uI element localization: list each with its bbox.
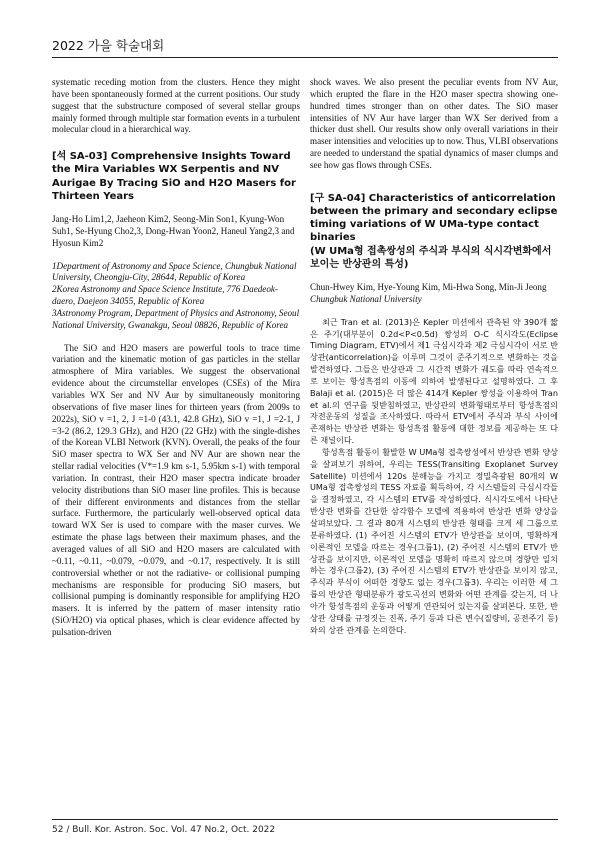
authors-sa03: Jang-Ho Lim1,2, Jaeheon Kim2, Seong-Min Son1, Kyung-Won Suh1, Se-Hyung Cho2,3, Dong-Hwan Yoon2, Haneul Yang2,3 and Hyosun Kim2: [52, 214, 295, 248]
abstract-body-sa03: The SiO and H2O masers are powerful tools to trace time variation and the kinematic motion of gas particles in the stellar atmosphere of Mira variables. We suggest the observational evidence about the circumstellar envelopes (CSEs) of the Mira variables WX Ser and NV Aur by simultaneously monitoring observations of five maser lines for thirteen years (from 2009s to 2022s), SiO v =1, 2, J =1-0 (43.1, 42.8 GHz), SiO v =1, J =2-1, J =3-2 (86.2, 129.3 GHz), and H2O (22 GHz) with the single-dishes of the Korean VLBI Network (KVN). Overall, the peaks of the four SiO maser spectra to WX Ser and NV Aur are shown near the stellar radial velocities (V*=1.9 km s-1, 5.95km s-1) with temporal variation. In contrast, their H2O maser spectra indicate broader velocity distributions than SiO maser line profiles. This is because of their different environments and distances from the stellar surface. Furthermore, the particularly well-observed optical data toward WX Ser is used to compare with the maser curves. We estimate the phase lags between their maximum phases, and the averaged values of all SiO and H2O masers are calculated with ~0.11, ~0.11, ~0.079, ~0.079, and ~0.17, respectively. It is still controversial whether or not the radiative- or collisional pumping mechanisms are responsible for producing SiO masers, but collisional pumping is dominantly responsible for amplifying H2O masers. It is inferred by the pattern of maser intensity ratio (SiO/H2O) via optical phases, which is clear evidence affected by pulsation-driven: [52, 342, 300, 637]
footer-divider: [52, 819, 558, 820]
left-continuation-paragraph: systematic receding motion from the clusters. Hence they might have been spontaneously formed at the current positions. Our study suggest that the substructure composed of several stellar groups mainly formed through multiple star formation events in a turbulent molecular cloud in a hierarchical way.: [52, 77, 300, 135]
abstract-body-sa04-p2: 항성흑점 활동이 활발한 W UMa형 접촉쌍성에서 반상관 변화 양상을 살펴보기 위하여, 우리는 TESS(Transiting Exoplanet Survey Satellite) 미션에서 120s 분해능을 가지고 정밀측광된 80개의 W UMa형 접촉쌍성의 TESS 자료를 획득하여, 각 시스템들의 극심시각들을 결정하였고, 각 시스템의 ETV를 작성하였다. 식시각도에서 나타난 반상관 변화를 간단한 삼각함수 모델에 적용하여 반상관 변화 양상을 살펴보았다. 그 결과 80개 시스템의 반상관 형태를 크게 세 그룹으로 분류하였다. (1) 주어진 시스템의 ETV가 반상관을 보이며, 명확하게 이론적인 모델을 따르는 경우(그룹1), (2) 주어진 시스템의 ETV가 반상관을 보이지만, 이론적인 모델을 명확히 따르지 않으며 경향만 일치하는 경우(그룹2), (3) 주어진 시스템의 ETV가 반상관을 보이지 않고, 주식과 부식이 어떠한 경향도 없는 경우(그룹3). 우리는 이러한 세 그룹의 반상관 형태분류가 광도곡선의 변화와 어떤 관계를 갖는지, 더 나아가 항성흑점의 운동과 어떻게 연관되어 있는지를 살펴본다. 또한, 반상관 상태를 규정짓는 진폭, 주기 등과 다른 변수(질량비, 공전주기 등)와의 상관 관계를 논의한다.: [310, 446, 558, 635]
left-column: [52, 77, 300, 639]
page-footer: 52 / Bull. Kor. Astron. Soc. Vol. 47 No.2, Oct. 2022: [52, 825, 276, 835]
abstract-body-sa04-p1: 최근 Tran et al. (2013)은 Kepler 미션에서 관측된 약 390개 짧은 주기(대부분이 0.2d<P<0.5d) 쌍성의 O-C 식시각도(Eclipse Timing Diagram, ETV)에서 제1 극심시각과 제2 극심시각이 서로 반상관(anticorrelation)을 이루며 그것이 준주기적으로 변화하는 것을 발견하였다. 그들은 반상관과 그 시간적 변화가 궤도를 따라 연속적으로 보이는 항성흑점의 이동에 의하여 발생된다고 설명하였다. 그 후 Balaji et al. (2015)은 더 많은 414개 Kepler 쌍성을 이용하여 Tran et al.의 연구를 뒷받침하였고, 반상관의 변화형태로부터 항성흑점의 자전운동의 성질을 조사하였다. 따라서 ETV에서 주식과 부식 사이에 존재하는 반상관 변화는 항성흑점 활동에 대한 정보를 제공하는 또 다른 재널이다.: [310, 316, 558, 446]
abstract-title-sa03: [석 SA-03] Comprehensive Insights Toward the Mira Variables WX Serpentis and NV Aurigae By Tracing SiO and H2O Masers for Thirteen Years: [52, 151, 296, 202]
affiliation-3: 3Astronomy Program, Department of Physics and Astronomy, Seoul National University, Gwanakgu, Seoul 08826, Republic of Korea: [52, 307, 300, 330]
affiliation-sa04: Chungbuk National University: [310, 293, 422, 304]
right-continuation-paragraph: shock waves. We also present the peculiar events from NV Aur, which erupted the flare in the H2O maser spectra showing one-hundred times stronger than on other dates. The SiO maser intensities of NV Aur have larger than WX Ser derived from a thicker dust shell. Our results show only overall variations in their maser intensities and velocities up to now. Thus, VLBI observations are needed to understand the spatial dynamics of maser clumps and see how gas flows through CSEs.: [310, 77, 558, 170]
page-header: 2022 가을 학술대회: [52, 38, 165, 53]
affiliation-1: 1Department of Astronomy and Space Science, Chungbuk National University, Cheongju-City, 28644, Republic of Korea: [52, 260, 297, 283]
authors-sa04: Chun-Hwey Kim, Hye-Young Kim, Mi-Hwa Song, Min-Ji Jeong: [310, 281, 547, 292]
affiliation-2: 2Korea Astronomy and Space Science Institute, 776 Daedeok-daero, Daejeon 34055, Republic of Korea: [52, 284, 278, 307]
right-column: [310, 77, 558, 636]
abstract-title-sa04: [구 SA-04] Characteristics of anticorrelation between the primary and secondary eclipse timing variations of W UMa-type contact binaries: [310, 192, 558, 244]
abstract-title-sa04-korean: (W UMa형 접촉쌍성의 주식과 부식의 식시각변화에서 보이는 반상관의 특성): [310, 245, 552, 270]
header-divider: [52, 57, 558, 58]
